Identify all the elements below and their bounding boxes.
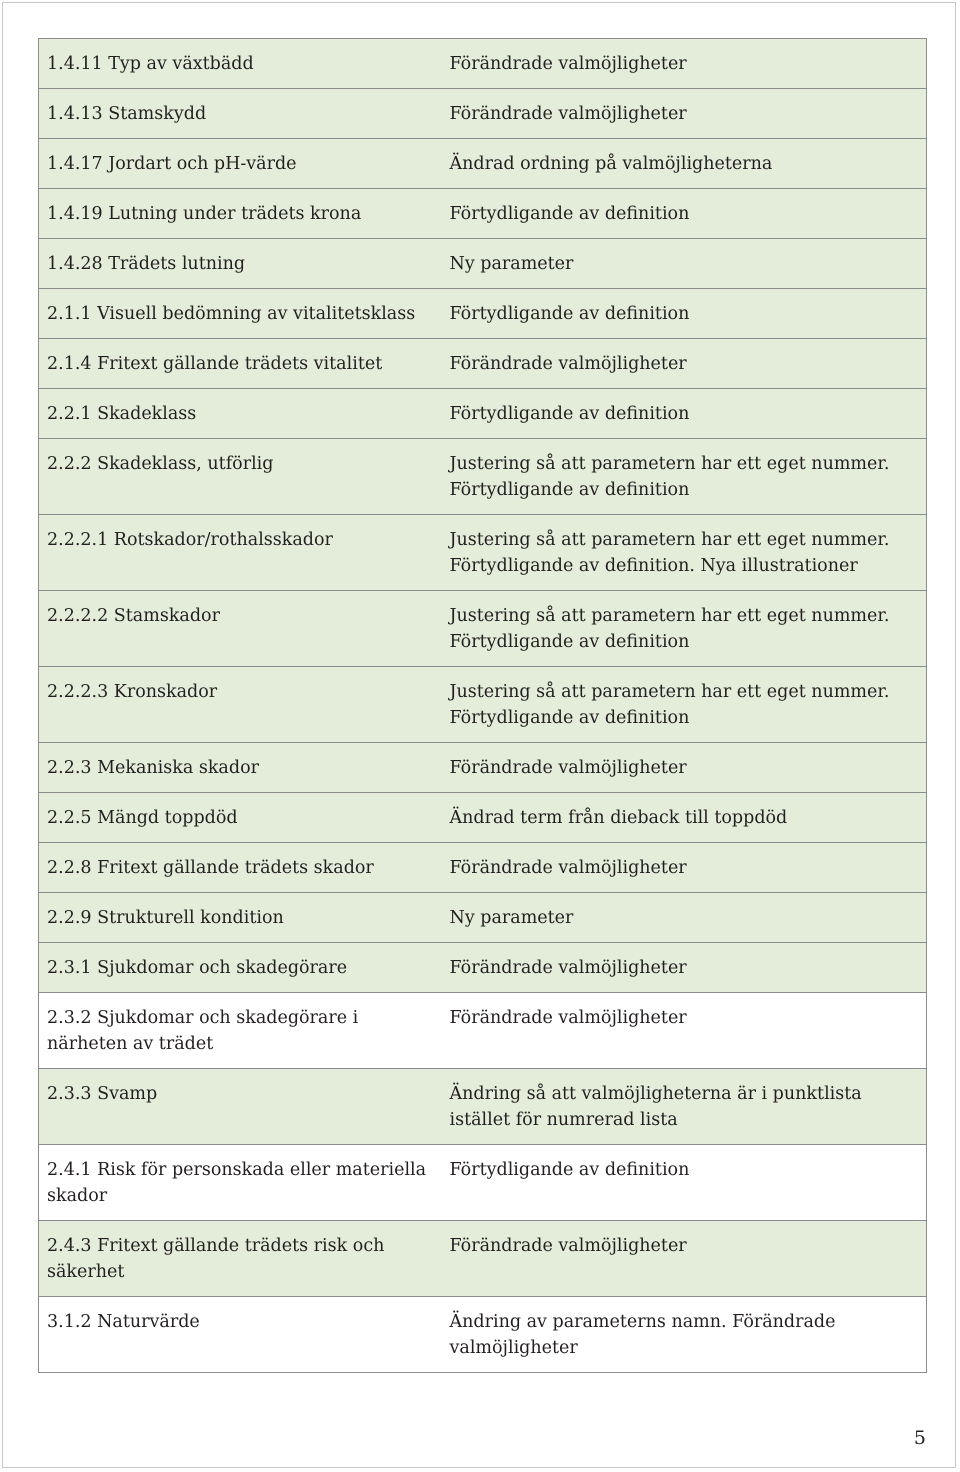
table-row [39, 743, 927, 793]
table-row [39, 993, 927, 1069]
change-cell: Justering så att parametern har ett eget nummer. Förtydligande av definition [444, 667, 927, 743]
change-cell: Förtydligande av definition [444, 389, 927, 439]
parameter-cell: 1.4.13 Stamskydd [39, 89, 444, 139]
change-cell: Justering så att parametern har ett eget nummer. Förtydligande av definition. Nya illustrationer [444, 515, 927, 591]
change-cell: Justering så att parametern har ett eget nummer. Förtydligande av definition [444, 591, 927, 667]
parameter-cell: 1.4.11 Typ av växtbädd [39, 39, 444, 89]
change-cell: Förändrade valmöjligheter [444, 943, 927, 993]
change-cell: Ändrad ordning på valmöjligheterna [444, 139, 927, 189]
parameter-cell: 3.1.2 Naturvärde [39, 1297, 444, 1373]
table-row [39, 515, 927, 591]
parameter-cell: 2.2.8 Fritext gällande trädets skador [39, 843, 444, 893]
parameter-cell: 2.1.4 Fritext gällande trädets vitalitet [39, 339, 444, 389]
change-cell: Ny parameter [444, 893, 927, 943]
parameter-cell: 2.2.2 Skadeklass, utförlig [39, 439, 444, 515]
change-cell: Förändrade valmöjligheter [444, 89, 927, 139]
table-row [39, 1145, 927, 1221]
change-cell: Förtydligande av definition [444, 189, 927, 239]
table-row [39, 793, 927, 843]
change-cell: Förändrade valmöjligheter [444, 843, 927, 893]
parameter-cell: 2.3.3 Svamp [39, 1069, 444, 1145]
parameter-cell: 2.4.1 Risk för personskada eller materiella skador [39, 1145, 444, 1221]
table-row [39, 339, 927, 389]
table-row [39, 943, 927, 993]
change-cell: Ändring av parameterns namn. Förändrade valmöjligheter [444, 1297, 927, 1373]
parameter-cell: 2.4.3 Fritext gällande trädets risk och säkerhet [39, 1221, 444, 1297]
parameter-cell: 2.2.9 Strukturell kondition [39, 893, 444, 943]
table-row [39, 667, 927, 743]
changes-table [38, 38, 927, 1373]
table-row [39, 843, 927, 893]
parameter-cell: 2.2.5 Mängd toppdöd [39, 793, 444, 843]
parameter-cell: 2.2.3 Mekaniska skador [39, 743, 444, 793]
change-cell: Ändrad term från dieback till toppdöd [444, 793, 927, 843]
change-cell: Förtydligande av definition [444, 289, 927, 339]
change-cell: Förändrade valmöjligheter [444, 743, 927, 793]
parameter-cell: 2.2.1 Skadeklass [39, 389, 444, 439]
parameter-cell: 1.4.17 Jordart och pH-värde [39, 139, 444, 189]
change-cell: Förändrade valmöjligheter [444, 1221, 927, 1297]
page-number: 5 [913, 1427, 926, 1449]
change-cell: Ny parameter [444, 239, 927, 289]
table-row [39, 239, 927, 289]
table-row [39, 289, 927, 339]
change-cell: Förtydligande av definition [444, 1145, 927, 1221]
table-row [39, 189, 927, 239]
table-row [39, 1069, 927, 1145]
parameter-cell: 1.4.19 Lutning under trädets krona [39, 189, 444, 239]
table-row [39, 591, 927, 667]
parameter-cell: 2.2.2.2 Stamskador [39, 591, 444, 667]
change-cell: Förändrade valmöjligheter [444, 39, 927, 89]
parameter-cell: 2.3.1 Sjukdomar och skadegörare [39, 943, 444, 993]
parameter-cell: 2.2.2.1 Rotskador/rothalsskador [39, 515, 444, 591]
table-row [39, 139, 927, 189]
parameter-cell: 1.4.28 Trädets lutning [39, 239, 444, 289]
parameter-cell: 2.2.2.3 Kronskador [39, 667, 444, 743]
change-cell: Justering så att parametern har ett eget nummer. Förtydligande av definition [444, 439, 927, 515]
table-row [39, 89, 927, 139]
change-cell: Ändring så att valmöjligheterna är i punktlista istället för numrerad lista [444, 1069, 927, 1145]
parameter-cell: 2.3.2 Sjukdomar och skadegörare i närheten av trädet [39, 993, 444, 1069]
change-cell: Förändrade valmöjligheter [444, 339, 927, 389]
table-row [39, 1221, 927, 1297]
table-row [39, 893, 927, 943]
table-row [39, 389, 927, 439]
table-row [39, 439, 927, 515]
table-row [39, 39, 927, 89]
table-row [39, 1297, 927, 1373]
parameter-cell: 2.1.1 Visuell bedömning av vitalitetsklass [39, 289, 444, 339]
change-cell: Förändrade valmöjligheter [444, 993, 927, 1069]
